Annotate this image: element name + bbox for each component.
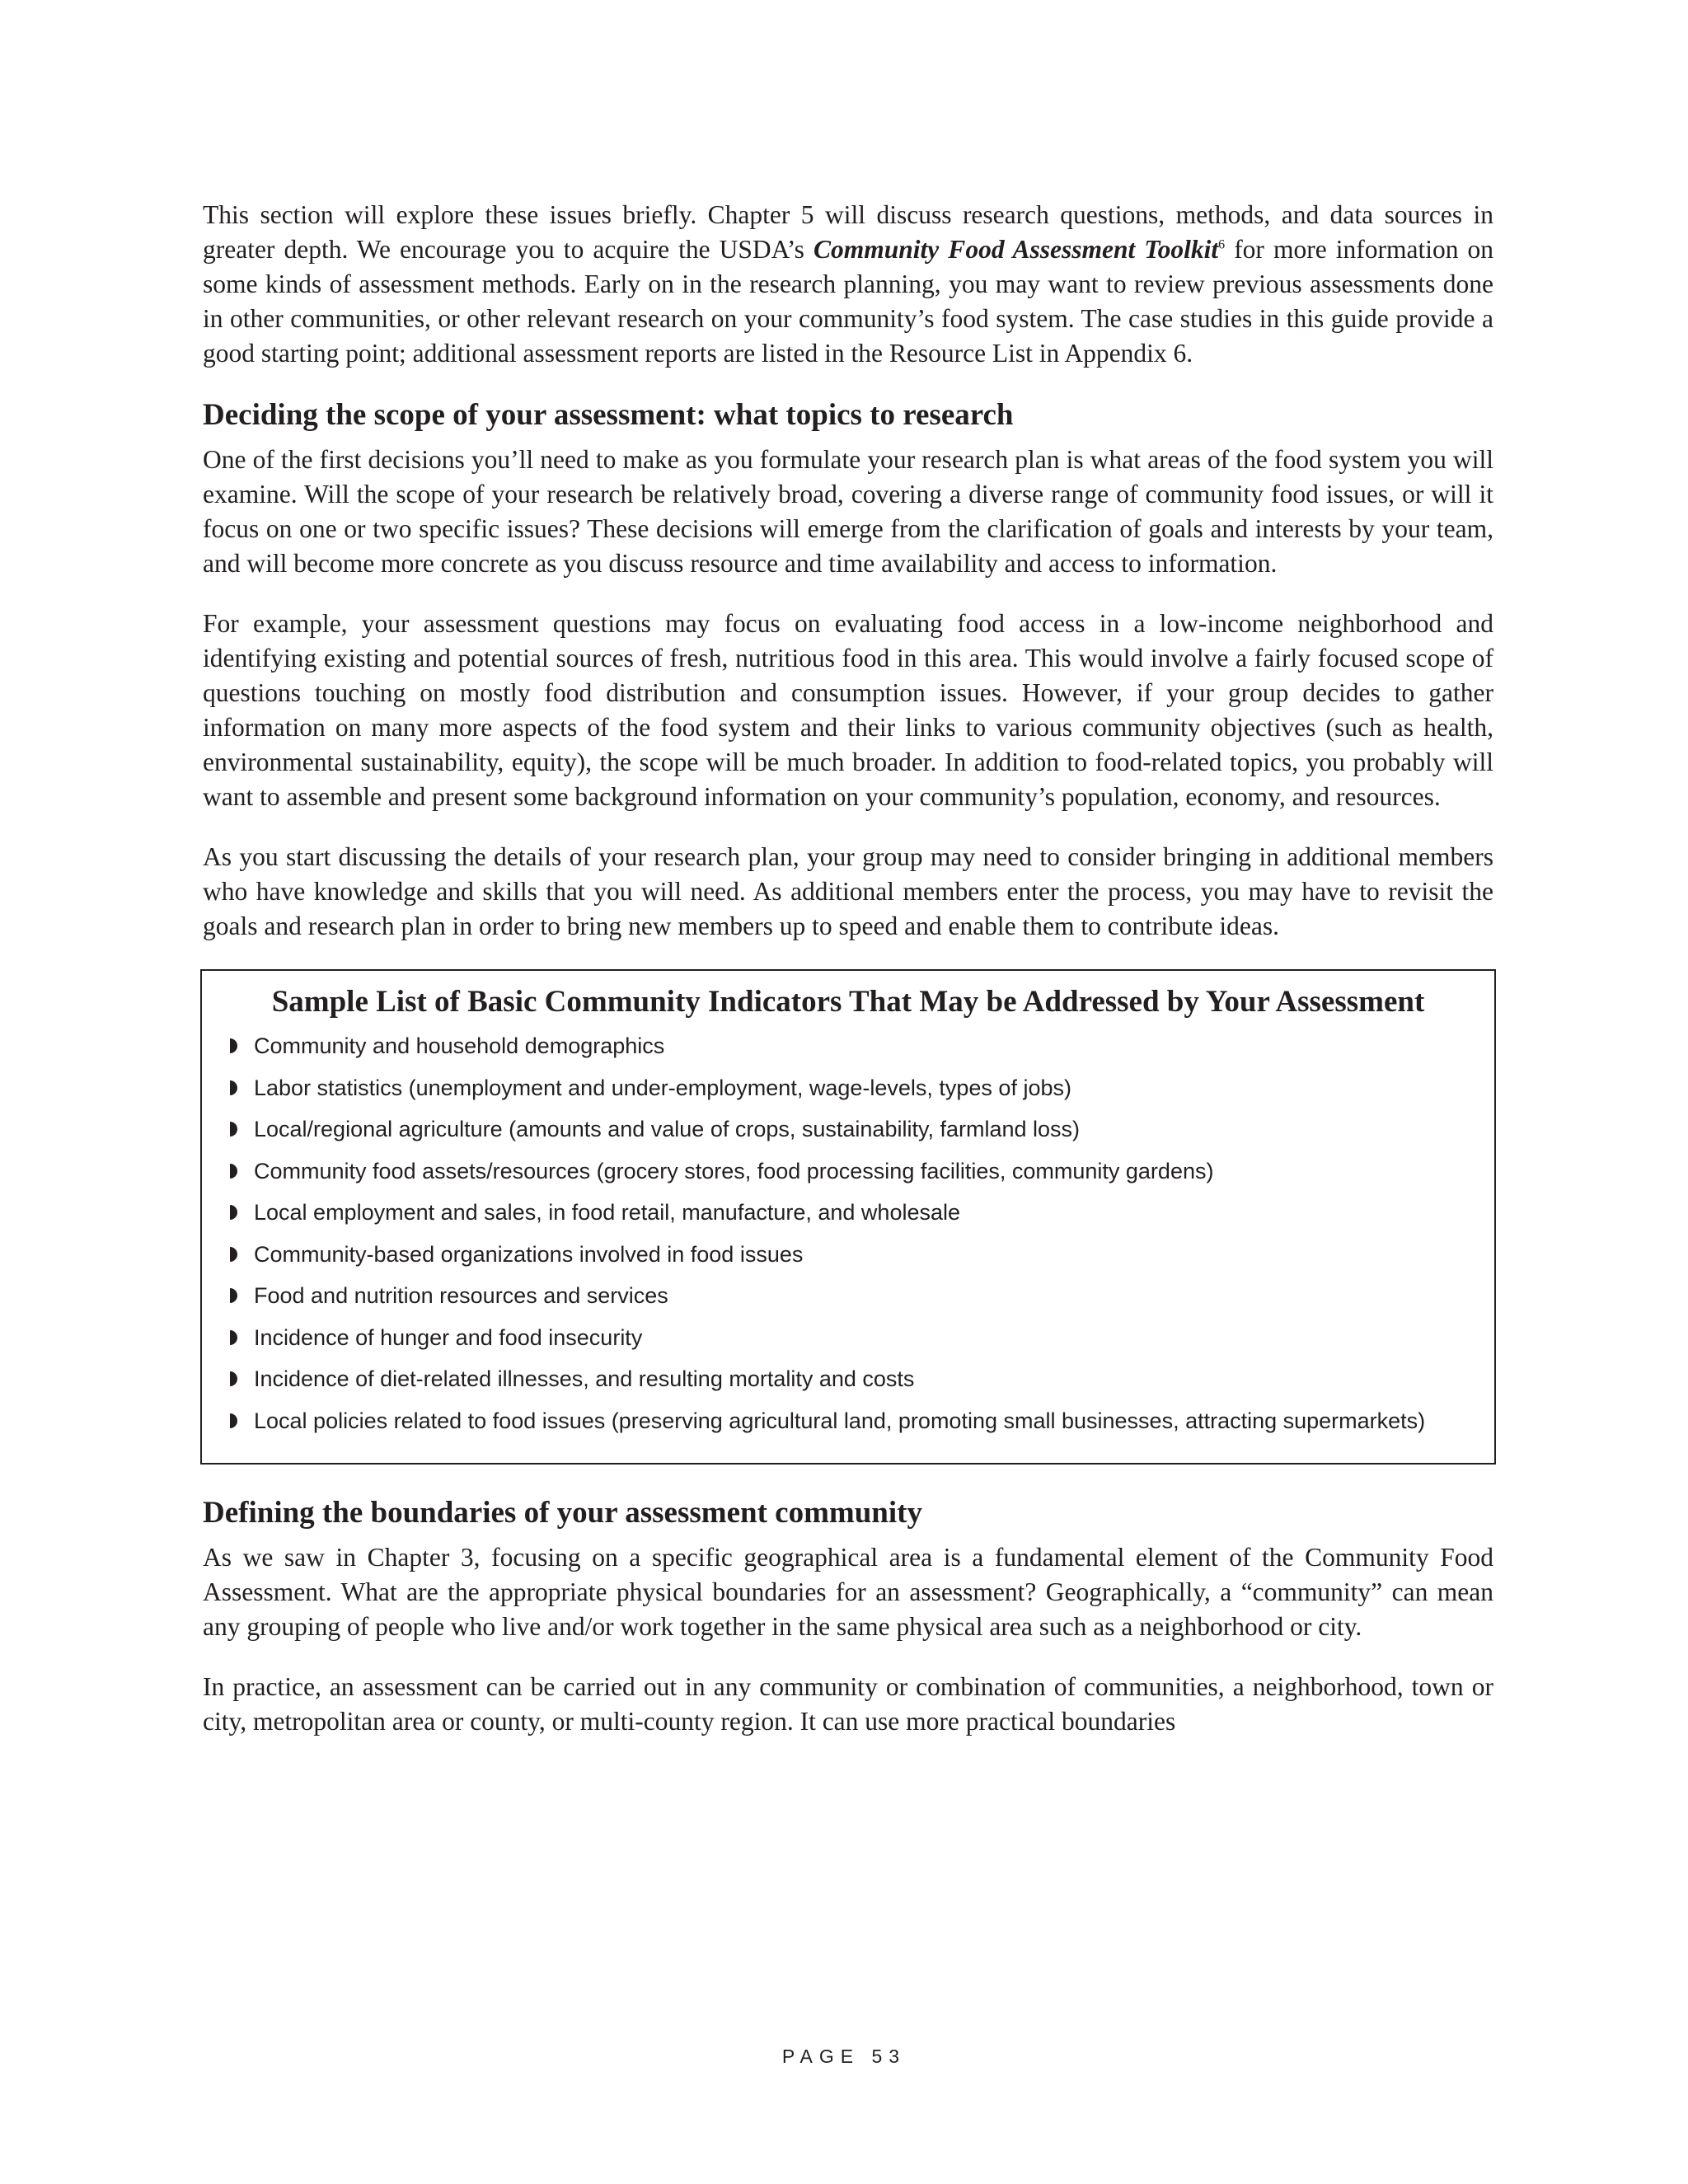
list-item-text: Local employment and sales, in food retail, manufacture, and wholesale bbox=[254, 1200, 960, 1225]
sidebar-title: Sample List of Basic Community Indicators That May be Addressed by Your Assessment bbox=[271, 985, 1425, 1019]
bullet-icon bbox=[230, 1330, 237, 1345]
list-item bbox=[227, 1112, 1470, 1147]
list-item bbox=[227, 1404, 1470, 1439]
list-item-text: Incidence of diet-related illnesses, and resulting mortality and costs bbox=[254, 1366, 915, 1391]
indicator-list bbox=[227, 1029, 1470, 1439]
list-item-text: Local/regional agriculture (amounts and value of crops, sustainability, farmland loss) bbox=[254, 1117, 1081, 1141]
scope-paragraph: One of the first decisions you’ll need to make as you formulate your research plan is what areas of the food system you will examine. Will the scope of your research be relatively broad, covering a diverse range of community food issues, or will it focus on one or two specific issues? These decisions will emerge from the clarification of goals and interests by your team, and will become more concrete as you discuss resource and time availability and access to information. bbox=[203, 445, 1493, 578]
bullet-icon bbox=[230, 1122, 237, 1137]
indicators-sidebar bbox=[200, 969, 1496, 1465]
bullet-icon bbox=[230, 1413, 237, 1428]
footnote-marker: 6 bbox=[1218, 237, 1226, 252]
intro-paragraph bbox=[203, 198, 1493, 371]
toolkit-title: Community Food Assessment Toolkit bbox=[813, 235, 1219, 264]
list-item bbox=[227, 1237, 1470, 1272]
scope-paragraph: For example, your assessment questions may focus on evaluating food access in a low-income neighborhood and identifying existing and potential sources of fresh, nutritious food in this area. This would involve a fairly focused scope of questions touching on mostly food distribution and consumption issues. However, if your group decides to gather information on many more aspects of the food system and their links to various community objectives (such as health, environmental sustainability, equity), the scope will be much broader. In addition to food-related topics, you probably will want to assemble and present some background information on your community’s population, economy, and resources. bbox=[203, 609, 1493, 811]
boundaries-paragraph: In practice, an assessment can be carried out in any community or combination of communities, a neighborhood, town or city, metropolitan area or county, or multi-county region. It can use more practical boundaries bbox=[203, 1672, 1493, 1736]
bullet-icon bbox=[230, 1038, 237, 1053]
list-item-text: Community and household demographics bbox=[254, 1033, 665, 1058]
list-item bbox=[227, 1071, 1470, 1106]
scope-heading: Deciding the scope of your assessment: what topics to research bbox=[203, 398, 1014, 432]
list-item bbox=[227, 1154, 1470, 1189]
list-item-text: Community-based organizations involved in food issues bbox=[254, 1241, 804, 1267]
intro-text-cont: for more information on some kinds of assessment methods. Early on in the research planning, you may want to review previous assessments done in other communities, or other relevant research on your community’s food system. The case studies in this guide provide a good starting point; additional assessment reports are listed in the Resource List in Appendix 6. bbox=[203, 235, 1494, 368]
intro-text: This section will explore these issues briefly. Chapter 5 will discuss research questions, methods, and data sources in greater depth. We encourage you to acquire the USDA’s bbox=[203, 200, 1493, 264]
list-item-text: Food and nutrition resources and services bbox=[254, 1283, 668, 1308]
bullet-icon bbox=[230, 1080, 237, 1095]
list-item bbox=[227, 1195, 1470, 1230]
list-item bbox=[227, 1029, 1470, 1064]
boundaries-paragraph: As we saw in Chapter 3, focusing on a specific geographical area is a fundamental element of the Community Food Assessment. What are the appropriate physical boundaries for an assessment? Geographically, a “community” can mean any grouping of people who live and/or work together in the same physical area such as a neighborhood or city. bbox=[203, 1543, 1493, 1641]
list-item-text: Community food assets/resources (grocery stores, food processing facilities, community gardens) bbox=[254, 1158, 1214, 1183]
boundaries-heading: Defining the boundaries of your assessment community bbox=[203, 1496, 922, 1530]
list-item-text: Local policies related to food issues (preserving agricultural land, promoting small businesses, attracting supermarkets) bbox=[254, 1408, 1426, 1433]
scope-paragraph: As you start discussing the details of your research plan, your group may need to consider bringing in additional members who have knowledge and skills that you will need. As additional members enter the process, you may have to revisit the goals and research plan in order to bring new members up to speed and enable them to contribute ideas. bbox=[203, 842, 1493, 940]
bullet-icon bbox=[230, 1247, 237, 1262]
list-item bbox=[227, 1320, 1470, 1356]
page-number: PAGE 53 bbox=[781, 2046, 907, 2067]
bullet-icon bbox=[230, 1164, 237, 1179]
list-item-text: Labor statistics (unemployment and under-employment, wage-levels, types of jobs) bbox=[254, 1075, 1071, 1100]
list-item bbox=[227, 1278, 1470, 1314]
bullet-icon bbox=[230, 1205, 237, 1220]
bullet-icon bbox=[230, 1288, 237, 1303]
list-item bbox=[227, 1361, 1470, 1397]
page-content bbox=[203, 198, 1493, 1765]
list-item-text: Incidence of hunger and food insecurity bbox=[254, 1324, 643, 1350]
bullet-icon bbox=[230, 1371, 237, 1386]
